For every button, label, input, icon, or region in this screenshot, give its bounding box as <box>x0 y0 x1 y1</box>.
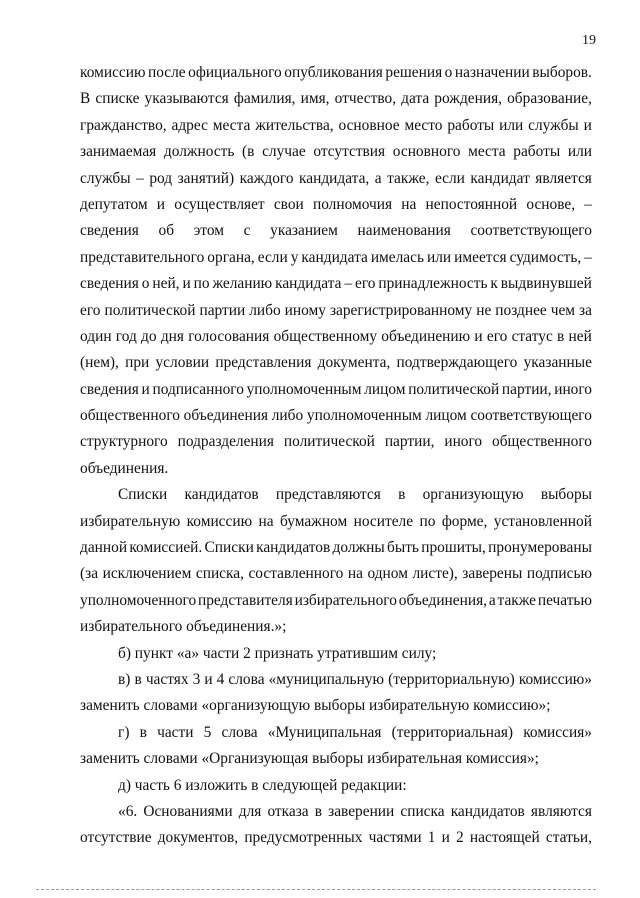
word: работы <box>447 116 495 134</box>
bottom-scan-line <box>36 889 596 890</box>
word: общественного <box>80 407 180 425</box>
word: если <box>257 248 288 266</box>
text-line <box>80 799 592 825</box>
word: «6. <box>118 802 138 820</box>
word: комиссию <box>80 64 146 81</box>
word: наименования <box>357 222 451 240</box>
word: 1 <box>427 829 436 847</box>
word: общественного <box>492 433 592 451</box>
text-line <box>80 113 592 139</box>
word: также <box>497 591 537 609</box>
word: либо <box>271 407 304 425</box>
word: – <box>136 169 144 187</box>
word: назначении <box>454 64 530 81</box>
word: год <box>115 327 137 345</box>
word: слова <box>228 670 265 688</box>
text-line <box>80 60 592 86</box>
word: лицом <box>364 380 406 398</box>
word: в <box>557 327 565 345</box>
word: в <box>134 670 142 688</box>
word: отсутствие <box>80 829 152 847</box>
word: на <box>401 195 417 213</box>
word: жительства, <box>255 116 334 134</box>
word: партии, <box>501 380 552 398</box>
word: при <box>125 354 150 372</box>
word: и <box>204 670 213 688</box>
word: объединения <box>183 407 269 425</box>
word: род <box>149 169 173 187</box>
word: в) <box>118 670 131 688</box>
word: по <box>419 512 436 530</box>
word: у <box>290 248 299 266</box>
word: документов, <box>157 829 239 847</box>
word: решения <box>385 64 443 81</box>
text-line <box>80 271 592 297</box>
word: в <box>314 802 323 820</box>
word: основного <box>392 143 461 161</box>
word: подписанного <box>152 380 244 398</box>
word: на <box>347 565 363 583</box>
word: его <box>355 275 376 293</box>
word: и <box>182 275 191 293</box>
word: форме, <box>441 512 488 530</box>
word: политической <box>408 380 500 398</box>
word: каждого <box>239 169 294 187</box>
word: соответствующего <box>470 407 592 425</box>
word: 5 <box>203 723 212 741</box>
word: списке <box>95 90 140 108</box>
word: заверены <box>462 565 523 583</box>
word: является <box>535 169 592 187</box>
word: этом <box>193 222 224 240</box>
word: частях <box>145 670 189 688</box>
word: пронумерованы <box>488 539 592 557</box>
word: места <box>212 116 251 134</box>
word: его <box>80 301 101 319</box>
text-line: избирательного объединения.»; <box>80 618 287 636</box>
word: (за <box>80 565 99 583</box>
word: адрес <box>171 116 208 134</box>
text-line: заменить словами «Организующая выборы избирательная комиссия»; <box>80 750 539 768</box>
word: комиссию <box>186 512 253 530</box>
word: указываются <box>144 90 229 108</box>
word: – <box>344 275 353 293</box>
word: условии <box>155 354 210 372</box>
word: непостоянной <box>425 195 518 213</box>
word: выдвинувшей <box>500 275 592 293</box>
word: опубликования <box>284 64 383 81</box>
word: за <box>579 301 592 319</box>
word: органа, <box>207 248 255 266</box>
word: о <box>141 275 150 293</box>
text-line: б) пункт «а» части 2 признать утратившим силу; <box>118 644 437 662</box>
word: а <box>374 169 382 187</box>
word: в <box>398 486 406 504</box>
word: имя, <box>300 90 330 108</box>
word: к <box>490 275 498 293</box>
word: должны <box>332 539 385 557</box>
word: предусмотренных <box>244 829 363 847</box>
word: структурного <box>80 433 168 451</box>
word: голосования <box>188 327 270 345</box>
word: один <box>80 327 112 345</box>
text-line <box>80 588 592 614</box>
word: избирательного <box>294 591 397 609</box>
word: образование, <box>507 90 592 108</box>
text-line <box>80 825 592 851</box>
word: об <box>158 222 175 240</box>
word: и <box>583 116 592 134</box>
text-line <box>80 350 592 376</box>
text-line <box>80 324 592 350</box>
word: свои <box>273 195 304 213</box>
word: данной <box>80 539 128 557</box>
text-line <box>80 509 592 535</box>
word: В <box>80 90 91 108</box>
word: партии <box>199 301 246 319</box>
word: уполномоченным <box>246 380 362 398</box>
word: выборов. <box>532 64 592 81</box>
text-line <box>80 298 592 324</box>
word: установленной <box>493 512 592 530</box>
word: занимаемая <box>80 143 157 161</box>
word: печатью <box>537 591 592 609</box>
word: «муниципальную <box>268 670 385 688</box>
word: о <box>444 64 453 81</box>
word: кандидата, <box>299 169 370 187</box>
word: случае <box>262 143 306 161</box>
word: желанию <box>212 275 273 293</box>
word: или <box>567 143 592 161</box>
text-line <box>80 192 592 218</box>
word: или <box>499 116 524 134</box>
text-line: д) часть 6 изложить в следующей редакции: <box>118 776 407 794</box>
word: уполномоченным <box>306 407 422 425</box>
word: занятий) <box>177 169 235 187</box>
text-line <box>80 139 592 165</box>
word: одном <box>367 565 408 583</box>
word: части <box>157 723 194 741</box>
word: на <box>258 512 274 530</box>
word: подписью <box>526 565 592 583</box>
word: основе, <box>526 195 576 213</box>
word: позднее <box>495 301 547 319</box>
word: имеется <box>454 248 507 266</box>
word: судимость, <box>509 248 582 266</box>
word: дня <box>160 327 184 345</box>
word: избирательную <box>80 512 181 530</box>
word: Основаниями <box>143 802 233 820</box>
word: уполномоченного <box>80 591 197 609</box>
word: слова <box>221 723 258 741</box>
word: списка <box>400 802 445 820</box>
word: иному <box>284 301 326 319</box>
text-line <box>80 86 592 112</box>
word: рождения, <box>434 90 502 108</box>
word: комиссия» <box>523 723 592 741</box>
word: представителя <box>197 591 293 609</box>
word: если <box>434 169 465 187</box>
word: сведения <box>80 275 139 293</box>
word: (в <box>242 143 255 161</box>
word: места <box>468 143 506 161</box>
page-number: 19 <box>582 33 596 48</box>
word: 4 <box>216 670 225 688</box>
word: составленного <box>248 565 344 583</box>
word: общественному <box>273 327 378 345</box>
word: Списки <box>118 486 168 504</box>
word: кандидата <box>301 248 368 266</box>
word: организующую <box>422 486 524 504</box>
text-line: заменить словами «организующую выборы избирательную комиссию»; <box>80 697 551 715</box>
word: депутатом <box>80 195 148 213</box>
word: службы <box>528 116 579 134</box>
word: кандидата <box>275 275 342 293</box>
word: полномочия <box>312 195 393 213</box>
word: (территориальную) <box>388 670 515 688</box>
word: являются <box>530 802 592 820</box>
word: сведения <box>80 222 139 240</box>
word: либо <box>249 301 281 319</box>
word: 3 <box>192 670 201 688</box>
text-line <box>80 377 592 403</box>
word: – <box>584 248 592 266</box>
word: представляются <box>275 486 381 504</box>
word: с <box>243 222 251 240</box>
word: представительного <box>80 248 205 266</box>
word: бумажном <box>279 512 348 530</box>
word: (нем), <box>80 354 119 372</box>
word: кандидатов <box>256 539 331 557</box>
text-line <box>80 535 592 561</box>
word: дата <box>401 90 430 108</box>
word: место <box>404 116 443 134</box>
word: отчество, <box>334 90 397 108</box>
text-line: объединения. <box>80 459 169 477</box>
text-line <box>80 667 592 693</box>
word: и <box>441 829 450 847</box>
word: подразделения <box>177 433 274 451</box>
word: в <box>139 723 147 741</box>
text-line <box>80 245 592 271</box>
word: не <box>476 301 492 319</box>
word: быть <box>387 539 419 557</box>
word: по <box>193 275 210 293</box>
word: сведения <box>80 380 139 398</box>
word: листе), <box>412 565 458 583</box>
word: объединения, <box>398 591 488 609</box>
word: документа, <box>317 354 391 372</box>
word: отсутствия <box>313 143 386 161</box>
text-line <box>80 561 592 587</box>
word: представления <box>215 354 312 372</box>
word: указанные <box>523 354 592 372</box>
word: списка, <box>195 565 244 583</box>
word: – <box>584 195 592 213</box>
word: настоящей <box>469 829 540 847</box>
word: «Муниципальная <box>267 723 382 741</box>
word: имелась <box>370 248 424 266</box>
text-line <box>80 166 592 192</box>
word: статьи, <box>545 829 592 847</box>
word: г) <box>118 723 130 741</box>
text-line <box>80 403 592 429</box>
word: Списки <box>204 539 254 557</box>
text-line <box>80 429 592 455</box>
word: частями <box>368 829 422 847</box>
word: до <box>141 327 157 345</box>
word: (территориальная) <box>391 723 514 741</box>
word: службы <box>80 169 131 187</box>
word: работы <box>513 143 561 161</box>
word: после <box>147 64 186 81</box>
text-line <box>80 720 592 746</box>
word: гражданство, <box>80 116 167 134</box>
word: должность <box>163 143 235 161</box>
word: кандидатов <box>450 802 525 820</box>
word: выборы <box>540 486 592 504</box>
word: политической <box>104 301 196 319</box>
word: политической <box>283 433 375 451</box>
word: также, <box>387 169 430 187</box>
word: ней, <box>152 275 180 293</box>
word: исключением <box>102 565 192 583</box>
word: кандидатов <box>184 486 259 504</box>
word: чем <box>550 301 576 319</box>
word: 2 <box>456 829 464 847</box>
word: его <box>486 327 508 345</box>
word: отказа <box>267 802 309 820</box>
word: партии, <box>384 433 435 451</box>
word: и <box>156 195 166 213</box>
word: зарегистрированному <box>329 301 473 319</box>
word: носителе <box>353 512 414 530</box>
word: объединению <box>381 327 471 345</box>
word: иного <box>444 433 483 451</box>
word: осуществляет <box>174 195 265 213</box>
word: иного <box>554 380 592 398</box>
word: заверении <box>328 802 395 820</box>
word: а <box>488 591 496 609</box>
word: указанием <box>270 222 338 240</box>
word: статус <box>511 327 553 345</box>
word: или <box>426 248 452 266</box>
text-line <box>80 482 592 508</box>
body-text <box>80 60 592 852</box>
word: для <box>238 802 262 820</box>
word: и <box>474 327 483 345</box>
word: ней <box>568 327 592 345</box>
word: прошиты, <box>421 539 486 557</box>
word: соответствующего <box>470 222 592 240</box>
word: принадлежность <box>378 275 488 293</box>
word: основное <box>338 116 400 134</box>
word: фамилия, <box>233 90 296 108</box>
word: комиссией. <box>129 539 203 557</box>
word: кандидат <box>470 169 530 187</box>
text-line <box>80 218 592 244</box>
word: лицом <box>425 407 467 425</box>
word: комиссию» <box>518 670 592 688</box>
word: и <box>141 380 150 398</box>
word: подтверждающего <box>396 354 518 372</box>
word: официального <box>188 64 282 81</box>
